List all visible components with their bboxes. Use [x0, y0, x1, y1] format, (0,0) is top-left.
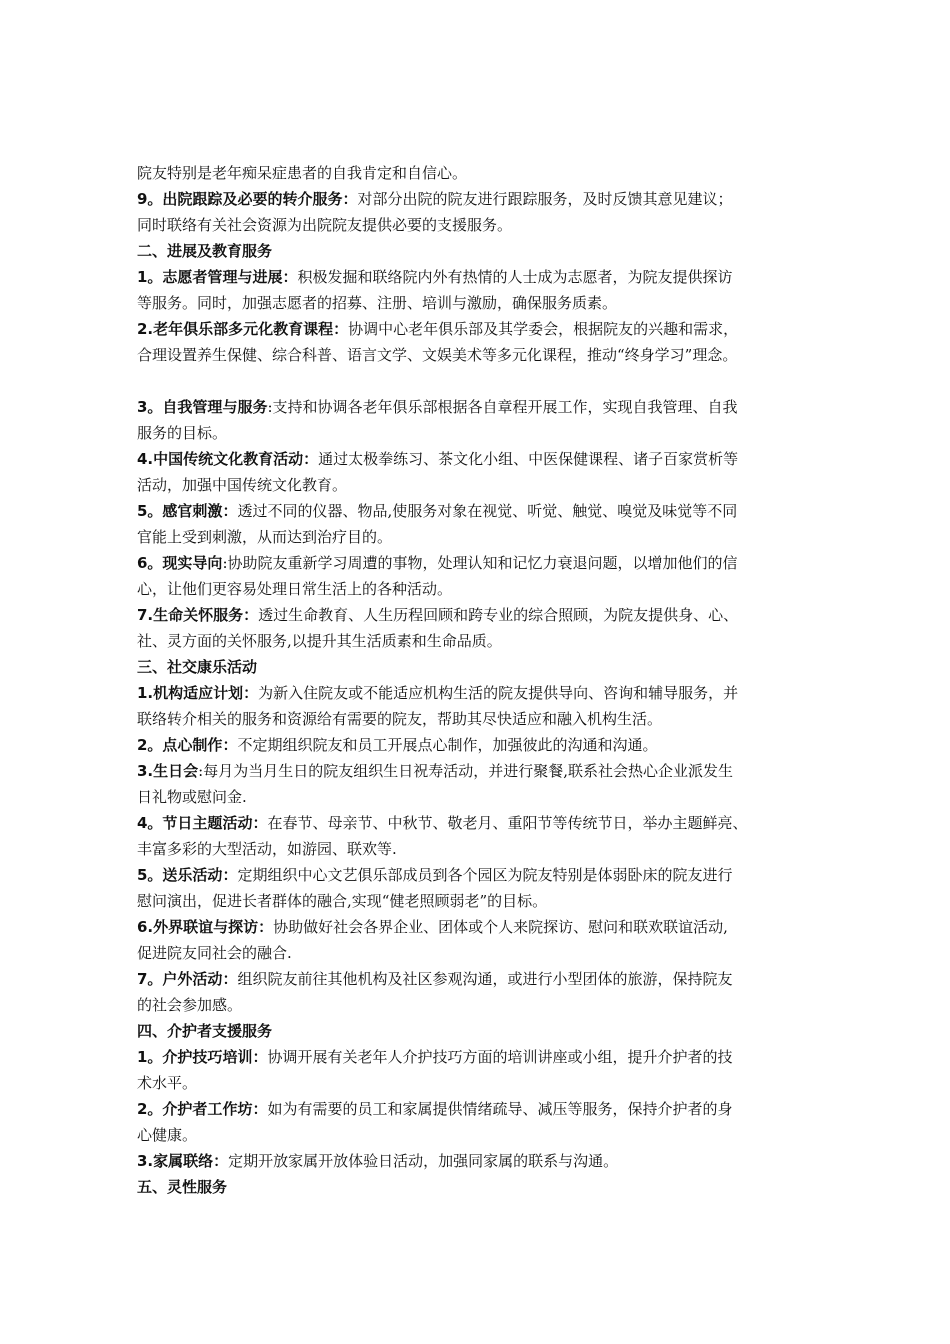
- item-title: 3.生日会: [137, 762, 199, 780]
- item-title: 4.中国传统文化教育活动：: [137, 450, 319, 468]
- list-item-line: [137, 316, 827, 342]
- item-text: 为新入住院友或不能适应机构生活的院友提供导向、咨询和辅导服务，并: [258, 684, 739, 702]
- list-item-line: [137, 394, 827, 420]
- item-title: 4。节日主题活动：: [137, 814, 268, 832]
- list-item-line: [137, 186, 827, 212]
- text-line: 丰富多彩的大型活动，如游园、联欢等.: [137, 840, 397, 858]
- item-text: 定期开放家属开放体验日活动，加强同家属的联系与沟通。: [228, 1152, 619, 1170]
- item-title: 2.老年俱乐部多元化教育课程：: [137, 320, 349, 338]
- text-line: 慰问演出，促进长者群体的融合,实现“健老照顾弱老”的目标。: [137, 892, 548, 910]
- item-text: 协调开展有关老年人介护技巧方面的培训讲座或小组，提升介护者的技: [267, 1048, 733, 1066]
- blank-line: [137, 368, 827, 394]
- section-heading: 二、进展及教育服务: [137, 242, 273, 260]
- item-text: :支持和协调各老年俱乐部根据各自章程开展工作，实现自我管理、自我: [267, 398, 738, 416]
- item-text: 在春节、母亲节、中秋节、敬老月、重阳节等传统节日，举办主题鲜亮、: [267, 814, 748, 832]
- list-item-line: [137, 264, 827, 290]
- list-item-line: [137, 1044, 827, 1070]
- list-item-line: [137, 914, 827, 940]
- text-line: 等服务。同时，加强志愿者的招募、注册、培训与激励，确保服务质素。: [137, 294, 618, 312]
- item-title: 2。介护者工作坊：: [137, 1100, 268, 1118]
- item-text: 不定期组织院友和员工开展点心制作，加强彼此的沟通和沟通。: [237, 736, 658, 754]
- item-text: 协调中心老年俱乐部及其学委会，根据院友的兴趣和需求，: [348, 320, 739, 338]
- list-item-line: [137, 602, 827, 628]
- item-title: 5。送乐活动：: [137, 866, 238, 884]
- item-title: 3.家属联络：: [137, 1152, 229, 1170]
- item-title: 1。志愿者管理与进展：: [137, 268, 298, 286]
- list-item-line: [137, 732, 827, 758]
- text-line: 联络转介相关的服务和资源给有需要的院友，帮助其尽快适应和融入机构生活。: [137, 710, 663, 728]
- list-item-line: [137, 680, 827, 706]
- item-text: 积极发掘和联络院内外有热情的人士成为志愿者，为院友提供探访: [297, 268, 733, 286]
- list-item-line: [137, 758, 827, 784]
- text-line: 心健康。: [137, 1126, 198, 1144]
- item-title: 1.机构适应计划：: [137, 684, 259, 702]
- document-body: [137, 160, 827, 1200]
- item-text: 协助做好社会各界企业、团体或个人来院探访、慰问和联欢联谊活动,: [273, 918, 728, 936]
- item-text: 通过太极拳练习、茶文化小组、中医保健课程、诸子百家赏析等: [318, 450, 739, 468]
- item-title: 7.生命关怀服务：: [137, 606, 259, 624]
- item-text: 定期组织中心文艺俱乐部成员到各个园区为院友特别是体弱卧床的院友进行: [237, 866, 733, 884]
- list-item-line: [137, 862, 827, 888]
- item-title: 2。点心制作：: [137, 736, 238, 754]
- text-line: 同时联络有关社会资源为出院院友提供必要的支援服务。: [137, 216, 513, 234]
- list-item-line: [137, 810, 827, 836]
- list-item-line: [137, 966, 827, 992]
- item-text: 组织院友前往其他机构及社区参观沟通，或进行小型团体的旅游，保持院友: [237, 970, 733, 988]
- item-title: 7。户外活动：: [137, 970, 238, 988]
- item-text: 对部分出院的院友进行跟踪服务，及时反馈其意见建议；: [357, 190, 733, 208]
- item-title: 9。出院跟踪及必要的转介服务：: [137, 190, 358, 208]
- text-line: 官能上受到刺激，从而达到治疗目的。: [137, 528, 393, 546]
- text-line: 院友特别是老年痴呆症患者的自我肯定和自信心。: [137, 164, 468, 182]
- section-heading: 五、灵性服务: [137, 1178, 228, 1196]
- item-title: 5。感官刺激：: [137, 502, 238, 520]
- list-item-line: [137, 1096, 827, 1122]
- item-title: 1。介护技巧培训：: [137, 1048, 268, 1066]
- section-heading: 四、介护者支援服务: [137, 1022, 273, 1040]
- item-text: :每月为当月生日的院友组织生日祝寿活动，并进行聚餐,联系社会热心企业派发生: [198, 762, 733, 780]
- item-title: 6。现实导向: [137, 554, 223, 572]
- item-title: 6.外界联谊与探访：: [137, 918, 274, 936]
- list-item-line: [137, 550, 827, 576]
- item-title: 3。自我管理与服务: [137, 398, 268, 416]
- list-item-line: [137, 1148, 827, 1174]
- text-line: 促进院友同社会的融合.: [137, 944, 292, 962]
- item-text: 透过不同的仪器、物品,使服务对象在视觉、听觉、触觉、嗅觉及味觉等不同: [237, 502, 738, 520]
- item-text: 如为有需要的员工和家属提供情绪疏导、减压等服务，保持介护者的身: [267, 1100, 733, 1118]
- text-line: 合理设置养生保健、综合科普、语言文学、文娱美术等多元化课程，推动“终身学习”理念。: [137, 346, 738, 364]
- list-item-line: [137, 446, 827, 472]
- text-line: 的社会参加感。: [137, 996, 243, 1014]
- text-line: 日礼物或慰问金.: [137, 788, 247, 806]
- text-line: 心，让他们更容易处理日常生活上的各种活动。: [137, 580, 453, 598]
- text-line: 活动，加强中国传统文化教育。: [137, 476, 348, 494]
- item-text: :协助院友重新学习周遭的事物，处理认知和记忆力衰退问题，以增加他们的信: [222, 554, 738, 572]
- text-line: 社、灵方面的关怀服务,以提升其生活质素和生命品质。: [137, 632, 502, 650]
- text-line: 术水平。: [137, 1074, 198, 1092]
- item-text: 透过生命教育、人生历程回顾和跨专业的综合照顾，为院友提供身、心、: [258, 606, 739, 624]
- section-heading: 三、社交康乐活动: [137, 658, 258, 676]
- text-line: 服务的目标。: [137, 424, 228, 442]
- list-item-line: [137, 498, 827, 524]
